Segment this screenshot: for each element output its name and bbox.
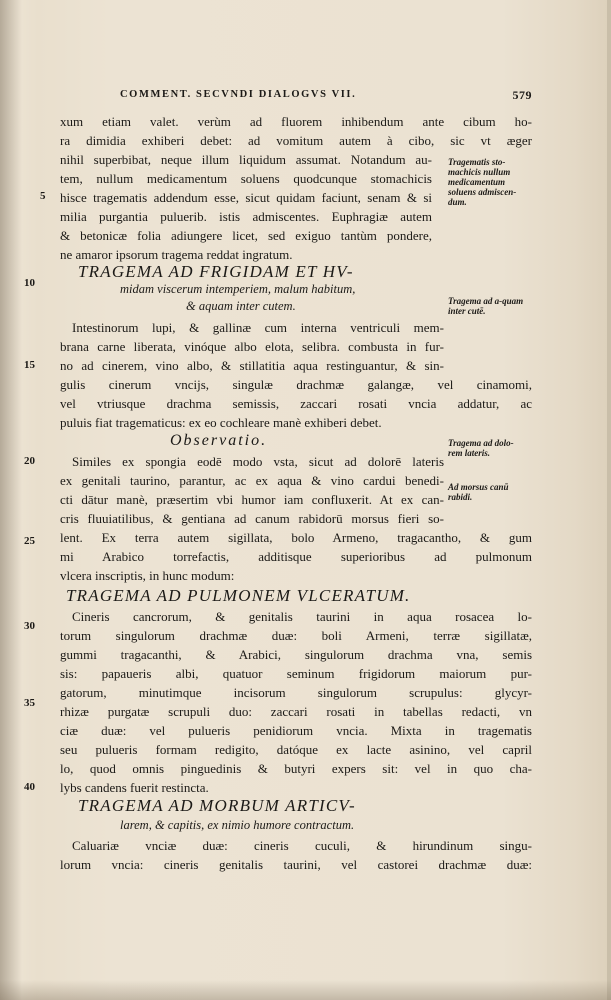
margin-note: Tragematis sto-machicis nullum medicamentum soluens admiscen-dum.: [448, 157, 517, 207]
margin-note: Tragema ad a-quam inter cutē.: [448, 296, 524, 316]
body-line: vlcera inscriptis, in hunc modum:: [60, 568, 235, 583]
body-line: gulis cinerum vncijs, singulæ drachmæ galangæ, vel cinamomi,: [60, 377, 532, 392]
body-line: hisce tragematis addendum esse, sicut quidam faciunt, senam & si: [60, 190, 432, 205]
body-line: nihil superbibat, neque illum liquidum assumat. Notandum au-: [60, 152, 432, 167]
section-subheading: & aquam inter cutem.: [186, 299, 296, 313]
body-line: rhizæ purgatæ scrupuli duo: zaccari rosati in tabellas redacti, vn: [60, 704, 532, 719]
body-line: sis: papaueris albi, quatuor seminum frigidorum maiorum pur-: [60, 666, 532, 681]
running-head: [60, 89, 532, 105]
page-edge: [607, 0, 611, 1000]
body-line: no ad cinerem, vino albo, & stillatitia aqua restinguantur, & sin-: [60, 358, 444, 373]
line-number: 35: [24, 697, 35, 709]
body-line: puluis fiat tragematicus: ex eo cochleare manè exhiberi debet.: [60, 415, 382, 430]
section-subheading: midam viscerum intemperiem, malum habitum,: [120, 282, 356, 296]
body-line: Similes ex spongia eodē modo vsta, sicut ad dolorē lateris: [72, 454, 444, 469]
body-line: & betonicæ folia adiungere licet, sed exiguo tantùm pondere,: [60, 228, 432, 243]
line-number: 10: [24, 277, 35, 289]
body-line: xum etiam valet. verùm ad fluorem inhibendum ante cibum ho-: [60, 114, 532, 129]
body-line: lorum vncia: cineris genitalis taurini, vel castorei drachmæ duæ:: [60, 857, 532, 872]
section-heading: TRAGEMA AD MORBUM ARTICV-: [78, 796, 356, 815]
line-number: 30: [24, 620, 35, 632]
section-subheading: larem, & capitis, ex nimio humore contractum.: [120, 818, 355, 832]
body-line: seu pulueris formam redigito, datóque ex lacte asinino, vel capril: [60, 742, 532, 757]
body-line: Intestinorum lupi, & gallinæ cum interna ventriculi mem-: [72, 320, 444, 335]
line-number: 15: [24, 359, 35, 371]
body-line: ne amaror ipsorum tragema reddat ingratum.: [60, 247, 293, 262]
body-line: lent. Ex terra autem sigillata, bolo Armeno, tragacantho, & gum: [60, 530, 532, 545]
margin-note: Tragema ad dolo-rem lateris.: [448, 438, 514, 458]
body-line: cris fluuiatilibus, & gentiana ad canum rabidorū morsus fieri so-: [60, 511, 444, 526]
body-line: ex genitali taurino, parantur, ac ex aqua & vino cardui benedi-: [60, 473, 444, 488]
body-line: Cineris cancrorum, & genitalis taurini in aqua rosacea lo-: [72, 609, 532, 624]
body-line: vel vtriusque drachma semissis, zaccari rosati vncia addatur, ac: [60, 396, 532, 411]
body-line: gummi tragacanthi, & Arabici, singulorum drachma vna, semis: [60, 647, 532, 662]
body-line: Caluariæ vnciæ duæ: cineris cuculi, & hirundinum singu-: [72, 838, 532, 853]
body-line: cti dātur manè, præsertim vbi humor iam confluxerit. At ex can-: [60, 492, 444, 507]
observatio-heading: Observatio.: [170, 432, 268, 449]
section-heading: TRAGEMA AD FRIGIDAM ET HV-: [78, 262, 354, 281]
body-line: lybs candens fuerit restincta.: [60, 780, 209, 795]
line-number: 20: [24, 455, 35, 467]
body-line: gatorum, minutimque incisorum singulorum scrupulus: glycyr-: [60, 685, 532, 700]
body-line: mi Arabico torrefactis, additisque superioribus ad pulmonum: [60, 549, 532, 564]
body-line: ra dimidia exhiberi debet: ad vomitum autem à cibo, sic vt æger: [60, 133, 532, 148]
body-line: ciæ duæ: vel pulueris penidiorum vncia. Mixta in tragematis: [60, 723, 532, 738]
body-line: torum singulorum drachmæ duæ: boli Armeni, terræ sigillatæ,: [60, 628, 532, 643]
body-line: milia purgantia puluerib. istis admiscentes. Euphragiæ autem: [60, 209, 432, 224]
line-number: 25: [24, 535, 35, 547]
running-head-title: COMMENT. SECVNDI DIALOGVS VII.: [120, 89, 357, 100]
body-line: tem, nullum medicamentum soluens quodcunque stomachicis: [60, 171, 432, 186]
body-line: lo, quod omnis pinguedinis & butyri expers sit: vel in quo cha-: [60, 761, 532, 776]
page-number: 579: [512, 88, 532, 102]
section-heading: TRAGEMA AD PULMONEM VLCERATUM.: [66, 586, 411, 605]
body-line: brana carne liberata, vinóque albo elota, selibra. combusta in fur-: [60, 339, 444, 354]
margin-note: Ad morsus canū rabidi.: [448, 482, 509, 502]
line-number: 40: [24, 781, 35, 793]
line-number: 5: [40, 190, 46, 202]
